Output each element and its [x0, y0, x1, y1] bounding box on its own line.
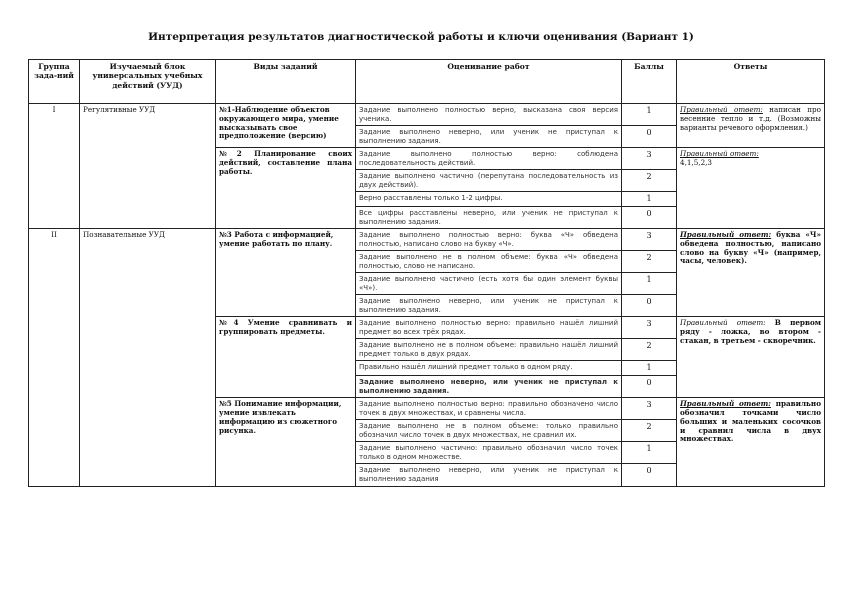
points-value: 0: [622, 376, 677, 398]
answer-label: Правильный ответ:: [680, 149, 759, 159]
header-block: Изучаемый блок универсальных учебных действий (УУД): [80, 60, 216, 104]
answer-text: написан про весенние тепло и т.д. (Возможны варианты речевого оформления.): [680, 105, 821, 132]
block-name: Познавательные УУД: [80, 229, 216, 486]
header-row: [29, 60, 825, 104]
points-value: 3: [622, 317, 677, 339]
evaluation-text: Задание выполнено не в полном объеме: только правильно обозначил число точек в двух множествах, не сравнил их.: [356, 420, 622, 442]
evaluation-text: Задание выполнено частично (есть хотя бы один элемент буквы «Ч»).: [356, 273, 622, 295]
points-value: 2: [622, 420, 677, 442]
points-value: 2: [622, 170, 677, 192]
points-value: 3: [622, 398, 677, 420]
task-type: №3 Работа с информацией, умение работать по плану.: [216, 229, 356, 317]
evaluation-text: Задание выполнено полностью верно: правильно обозначено число точек в двух множествах, и сравнены числа.: [356, 398, 622, 420]
points-value: 1: [622, 192, 677, 207]
evaluation-text: Задание выполнено полностью верно: соблюдена последовательность действий.: [356, 148, 622, 170]
header-evaluation: Оценивание работ: [356, 60, 622, 104]
answer-text: буква «Ч» обведена полностью, написано слово на букву «Ч» (например, часы, человек).: [680, 230, 821, 266]
evaluation-text: Задание выполнено неверно, или ученик не приступал к выполнению задания: [356, 464, 622, 486]
block-name: Регулятивные УУД: [80, 104, 216, 229]
evaluation-text: Задание выполнено неверно, или ученик не приступал к выполнению задания.: [356, 376, 622, 398]
evaluation-text: Задание выполнено полностью верно, высказана своя версия ученика.: [356, 104, 622, 126]
answer-label: Правильный ответ:: [680, 318, 766, 328]
evaluation-table: [28, 59, 825, 487]
points-value: 0: [622, 295, 677, 317]
points-value: 1: [622, 104, 677, 126]
answer-cell: [677, 229, 825, 317]
answer-text: 4,1,5,2,3: [680, 157, 713, 167]
points-value: 1: [622, 442, 677, 464]
evaluation-text: Правильно нашёл лишний предмет только в одном ряду.: [356, 361, 622, 376]
header-task-type: Виды заданий: [216, 60, 356, 104]
task-type: №5 Понимание информации, умение извлекать информацию из сюжетного рисунка.: [216, 398, 356, 486]
task-type: №1-Наблюдение объектов окружающего мира, умение высказывать свое предположение (версию): [216, 104, 356, 148]
evaluation-text: Задание выполнено не в полном объеме: правильно нашёл лишний предмет только в двух рядах.: [356, 339, 622, 361]
page-title: Интерпретация результатов диагностической работы и ключи оценивания (Вариант 1): [148, 31, 694, 43]
evaluation-text: Задание выполнено неверно, или ученик не приступал к выполнению задания.: [356, 295, 622, 317]
evaluation-text: Задание выполнено частично: правильно обозначил число точек только в одном множестве.: [356, 442, 622, 464]
evaluation-text: Задание выполнено неверно, или ученик не приступал к выполнению задания.: [356, 126, 622, 148]
points-value: 0: [622, 464, 677, 486]
evaluation-text: Задание выполнено полностью верно: правильно нашёл лишний предмет во всех трёх рядах.: [356, 317, 622, 339]
answer-label: Правильный ответ:: [680, 230, 772, 240]
evaluation-text: Задание выполнено не в полном объеме: буква «Ч» обведена полностью, слово не написано.: [356, 251, 622, 273]
points-value: 0: [622, 207, 677, 229]
evaluation-text: Задание выполнено частично (перепутана последовательность из двух действий).: [356, 170, 622, 192]
header-group: Группа зада-ний: [29, 60, 80, 104]
group-numeral: I: [29, 104, 80, 229]
points-value: 3: [622, 229, 677, 251]
answer-label: Правильный ответ:: [680, 399, 771, 409]
points-value: 0: [622, 126, 677, 148]
points-value: 2: [622, 339, 677, 361]
task-type: №2 Планирование своих действий, составление плана работы.: [216, 148, 356, 229]
header-points: Баллы: [622, 60, 677, 104]
answer-cell: [677, 104, 825, 148]
answer-cell: [677, 317, 825, 398]
table-row: [29, 229, 825, 251]
points-value: 1: [622, 273, 677, 295]
points-value: 3: [622, 148, 677, 170]
evaluation-text: Задание выполнено полностью верно: буква «Ч» обведена полностью, написано слово на букву «Ч».: [356, 229, 622, 251]
points-value: 1: [622, 361, 677, 376]
answer-cell: [677, 398, 825, 486]
task-type: №4 Умение сравнивать и группировать предметы.: [216, 317, 356, 398]
answer-text: В первом ряду - ложка, во втором - стакан, в третьем - скворечник.: [680, 318, 821, 345]
table-row: [29, 104, 825, 126]
answer-cell: [677, 148, 825, 229]
evaluation-text: Все цифры расставлены неверно, или ученик не приступал к выполнению задания.: [356, 207, 622, 229]
answer-label: Правильный ответ:: [680, 105, 763, 114]
header-answers: Ответы: [677, 60, 825, 104]
group-numeral: II: [29, 229, 80, 486]
evaluation-text: Верно расставлены только 1-2 цифры.: [356, 192, 622, 207]
answer-text: правильно обозначил точками число больших и маленьких сосочков и сравнил числа в двух множествах.: [680, 399, 821, 444]
points-value: 2: [622, 251, 677, 273]
